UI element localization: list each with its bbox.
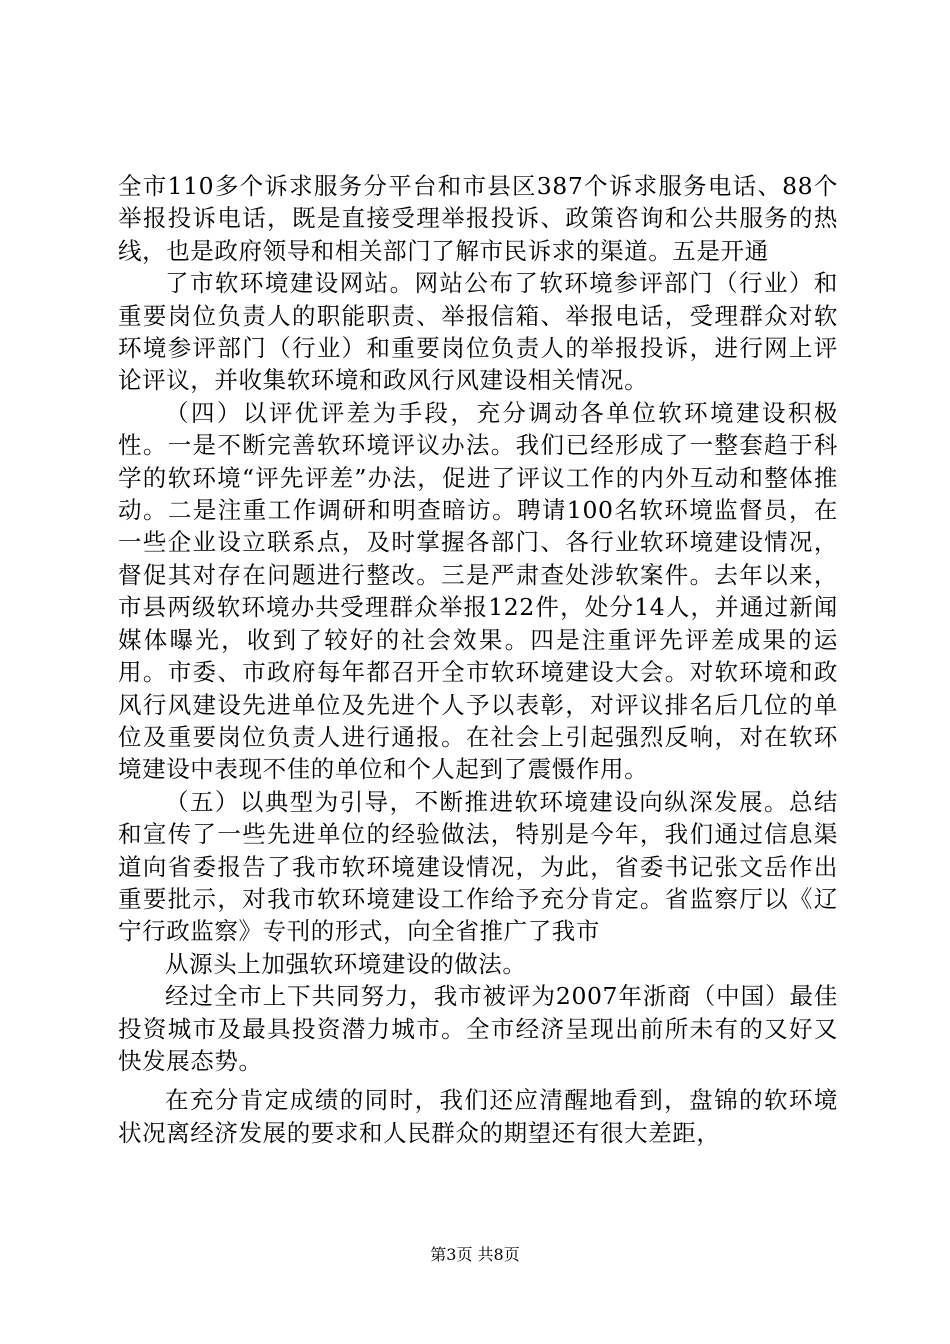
paragraph-5: 从源头上加强软环境建设的做法。 bbox=[165, 949, 527, 978]
paragraph-2: 了市软环境建设网站。网站公布了软环境参评部门（行业）和重要岗位负责人的职能职责、举报信箱、举报电话，受理群众对软环境参评部门（行业）和重要岗位负责人的举报投诉，进行网上评论评议，并收集软环境和政风行风建设相关情况。 bbox=[118, 269, 838, 395]
paragraph-3: （四）以评优评差为手段，充分调动各单位软环境建设积极性。一是不断完善软环境评议办法。我们已经形成了一整套趋于科学的软环境“评先评差”办法，促进了评议工作的内外互动和整体推动。二是注重工作调研和明查暗访。聘请100名软环境监督员，在一些企业设立联系点，及时掌握各部门、各行业软环境建设情况，督促其对存在问题进行整改。三是严肃查处涉软案件。去年以来，市县两级软环境办共受理群众举报122件，处分14人，并通过新闻媒体曝光，收到了较好的社会效果。四是注重评先评差成果的运用。市委、市政府每年都召开全市软环境建设大会。对软环境和政风行风建设先进单位及先进个人予以表彰，对评议排名后几位的单位及重要岗位负责人进行通报。在社会上引起强烈反响，对在软环境建设中表现不佳的单位和个人起到了震慑作用。 bbox=[118, 398, 838, 784]
paragraph-6: 经过全市上下共同努力，我市被评为2007年浙商（中国）最佳投资城市及最具投资潜力城市。全市经济呈现出前所未有的又好又快发展态势。 bbox=[118, 982, 838, 1075]
page-number-label: 第3页 共8页 bbox=[430, 1245, 520, 1264]
paragraph-4: （五）以典型为引导，不断推进软环境建设向纵深发展。总结和宣传了一些先进单位的经验做法，特别是今年，我们通过信息渠道向省委报告了我市软环境建设情况，为此，省委书记张文岳作出重要批示，对我市软环境建设工作给予充分肯定。省监察厅以《辽宁行政监察》专刊的形式，向全省推广了我市 bbox=[118, 787, 838, 946]
paragraph-1: 全市110多个诉求服务分平台和市县区387个诉求服务电话、88个举报投诉电话，既是直接受理举报投诉、政策咨询和公共服务的热线，也是政府领导和相关部门了解市民诉求的渠道。五是开通 bbox=[118, 172, 838, 265]
page-footer bbox=[0, 1245, 950, 1265]
document-body bbox=[118, 170, 838, 1149]
paragraph-7: 在充分肯定成绩的同时，我们还应清醒地看到，盘锦的软环境状况离经济发展的要求和人民群众的期望还有很大差距， bbox=[118, 1086, 838, 1147]
